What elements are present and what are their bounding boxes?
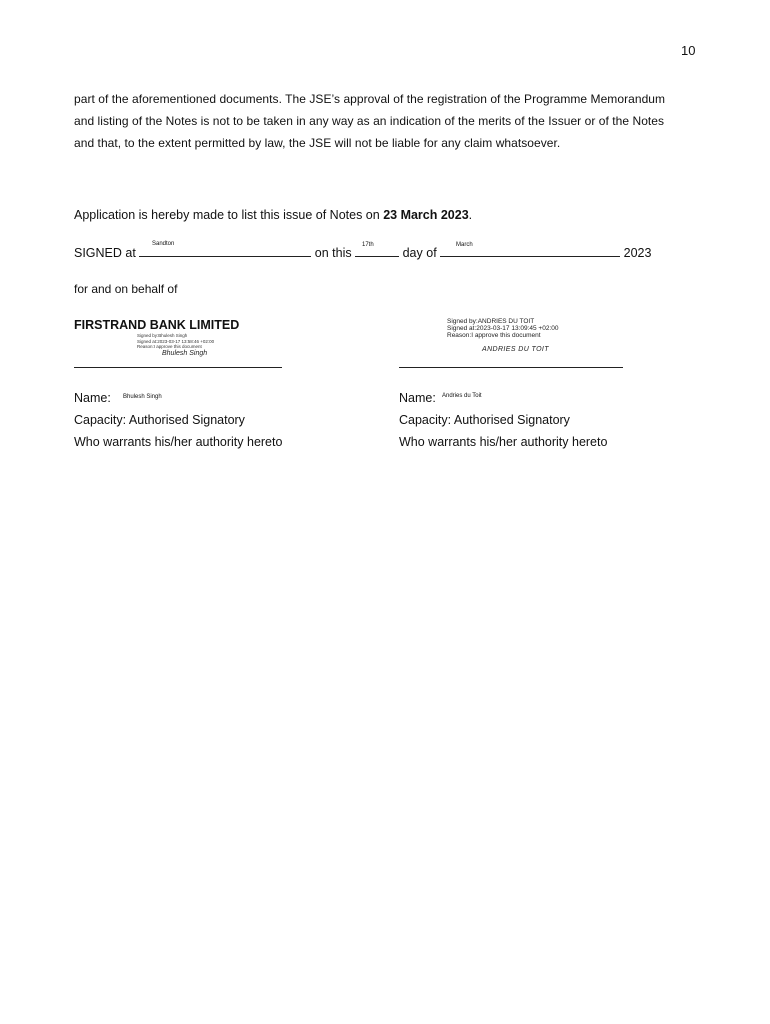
left-signature-mark: Bhulesh Singh [162,350,208,357]
right-warrant: Who warrants his/her authority hereto [399,435,608,449]
left-digital-signature-line: Signed by:Bhulesh Singh [137,333,188,338]
application-statement [74,208,472,222]
company-name: FIRSTRAND BANK LIMITED [74,318,240,332]
right-name-value: Andries du Toit [442,393,482,399]
right-capacity: Capacity: Authorised Signatory [399,413,570,427]
place-value: Sandton [152,241,175,247]
right-name-label: Name: [399,391,436,405]
left-warrant: Who warrants his/her authority hereto [74,435,283,449]
on-behalf-of: for and on behalf of [74,282,178,296]
signed-at-label: SIGNED at [74,246,136,260]
day-value: 17th [362,242,374,248]
body-paragraph-line-2: and listing of the Notes is not to be taken in any way as an indication of the merits of the Issuer or of the Notes [74,114,665,128]
left-name-value: Bhulesh Singh [123,394,162,400]
application-prefix: Application is hereby made to list this issue of Notes on [74,208,384,222]
right-signature-mark: ANDRIES DU TOIT [482,346,549,353]
left-digital-signature-block [137,333,214,350]
left-capacity: Capacity: Authorised Signatory [74,413,245,427]
right-digital-signature-block [447,318,559,339]
left-digital-signature-line: Reason:I approve this document [137,344,202,349]
body-paragraph-line-3: and that, to the extent permitted by law, the JSE will not be liable for any claim whatsoever. [74,136,561,150]
right-digital-signature-line: Signed by:ANDRIES DU TOIT [447,318,535,325]
on-this-label: on this [314,246,352,260]
left-digital-signature-line: Signed at:2023-03-17 13:58:46 +02:00 [137,338,215,344]
right-digital-signature-line: Signed at:2023-03-17 13:09:45 +02:00 [447,325,559,332]
body-paragraph-line-1: part of the aforementioned documents. The JSE’s approval of the registration of the Programme Memorandum [74,92,666,106]
left-signature-line [74,367,282,368]
year-value: 2023 [623,246,652,260]
application-suffix: . [468,208,473,222]
day-of-label: day of [402,246,437,260]
right-digital-signature-line: Reason:I approve this document [447,332,541,339]
right-signature-line [399,367,623,368]
month-value: March [456,242,473,248]
listing-date: 23 March 2023 [383,208,469,222]
left-name-label: Name: [74,391,111,405]
page-number: 10 [681,43,696,58]
